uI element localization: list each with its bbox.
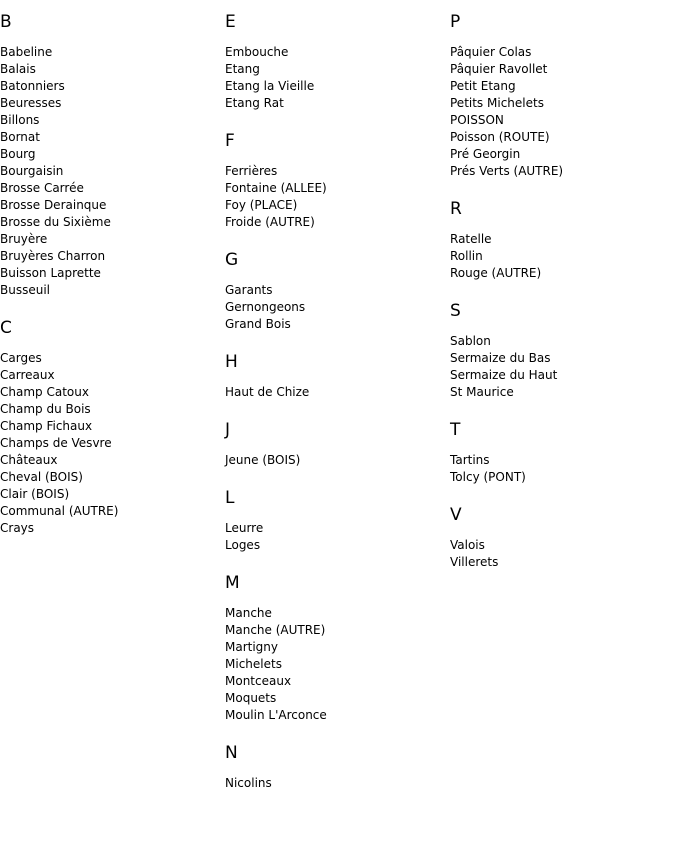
place-name: Champ du Bois [0, 402, 91, 416]
letter-heading: F [225, 131, 235, 151]
place-name: Châteaux [0, 453, 58, 467]
letter-heading: N [225, 743, 238, 763]
letter-heading: B [0, 12, 12, 32]
letter-heading: H [225, 352, 238, 372]
letter-group [225, 10, 445, 112]
letter-group [225, 486, 445, 554]
place-list [225, 282, 445, 333]
place-name: Bornat [0, 130, 40, 144]
letter-heading: C [0, 318, 12, 338]
letter-group [225, 129, 445, 231]
place-name: Embouche [225, 45, 289, 59]
letter-group [225, 741, 445, 792]
letter-group [225, 571, 445, 724]
place-list [225, 605, 445, 724]
place-list [450, 44, 670, 180]
index-column-3 [450, 10, 670, 588]
place-name: Petit Etang [450, 79, 516, 93]
place-name: Sermaize du Haut [450, 368, 558, 382]
place-list [450, 537, 670, 571]
place-name: Brosse Carrée [0, 181, 84, 195]
place-name: Montceaux [225, 674, 292, 688]
letter-heading: P [450, 12, 461, 32]
place-list [0, 44, 220, 299]
place-name: Sablon [450, 334, 491, 348]
place-name: Etang [225, 62, 260, 76]
place-name: Brosse du Sixième [0, 215, 111, 229]
place-name: Rouge (AUTRE) [450, 266, 542, 280]
place-name: Jeune (BOIS) [225, 453, 301, 467]
place-name: Rollin [450, 249, 483, 263]
place-name: Moulin L'Arconce [225, 708, 327, 722]
place-name: Froide (AUTRE) [225, 215, 315, 229]
index-column-1 [0, 10, 220, 554]
letter-group [450, 503, 670, 571]
place-list [225, 452, 445, 469]
place-list [225, 775, 445, 792]
letter-heading: R [450, 199, 462, 219]
letter-heading: T [450, 420, 461, 440]
place-name: Beuresses [0, 96, 62, 110]
place-name: Michelets [225, 657, 282, 671]
letter-heading: S [450, 301, 461, 321]
place-list [450, 452, 670, 486]
place-name: Manche (AUTRE) [225, 623, 326, 637]
place-list [225, 163, 445, 231]
letter-group [450, 197, 670, 282]
place-list [0, 350, 220, 537]
letter-group [225, 248, 445, 333]
place-name: Valois [450, 538, 485, 552]
place-name: Pâquier Ravollet [450, 62, 548, 76]
place-name: Carreaux [0, 368, 55, 382]
letter-heading: E [225, 12, 236, 32]
place-name: Balais [0, 62, 36, 76]
letter-group [225, 350, 445, 401]
place-name: Loges [225, 538, 261, 552]
place-name: Carges [0, 351, 42, 365]
place-name: Tolcy (PONT) [450, 470, 526, 484]
place-list [225, 44, 445, 112]
place-name: Gernongeons [225, 300, 306, 314]
place-name: Villerets [450, 555, 499, 569]
place-name: Bruyère [0, 232, 48, 246]
place-name: Nicolins [225, 776, 272, 790]
place-name: Billons [0, 113, 40, 127]
place-name: Crays [0, 521, 35, 535]
place-name: Sermaize du Bas [450, 351, 551, 365]
place-name: Cheval (BOIS) [0, 470, 83, 484]
place-name: Babeline [0, 45, 53, 59]
place-name: Petits Michelets [450, 96, 544, 110]
place-name: Clair (BOIS) [0, 487, 70, 501]
place-name: Brosse Derainque [0, 198, 107, 212]
place-name: Communal (AUTRE) [0, 504, 119, 518]
place-name: Bourg [0, 147, 36, 161]
place-name: Bourgaisin [0, 164, 64, 178]
place-name: Champ Catoux [0, 385, 89, 399]
alphabetical-index [0, 10, 675, 842]
letter-heading: L [225, 488, 235, 508]
place-name: Busseuil [0, 283, 50, 297]
place-list [450, 231, 670, 282]
letter-group [450, 418, 670, 486]
place-name: Buisson Laprette [0, 266, 101, 280]
letter-group [0, 10, 220, 299]
place-list [450, 333, 670, 401]
place-name: Martigny [225, 640, 279, 654]
place-name: Moquets [225, 691, 277, 705]
letter-group [225, 418, 445, 469]
place-name: Pré Georgin [450, 147, 521, 161]
place-name: Manche [225, 606, 272, 620]
place-name: Tartins [450, 453, 490, 467]
letter-group [450, 10, 670, 180]
place-name: Pâquier Colas [450, 45, 532, 59]
place-name: Etang Rat [225, 96, 284, 110]
place-name: Champ Fichaux [0, 419, 93, 433]
place-list [225, 384, 445, 401]
place-name: Ferrières [225, 164, 278, 178]
place-name: Garants [225, 283, 273, 297]
place-name: Poisson (ROUTE) [450, 130, 550, 144]
place-name: Champs de Vesvre [0, 436, 112, 450]
place-name: Leurre [225, 521, 264, 535]
place-name: Batonniers [0, 79, 65, 93]
place-name: Foy (PLACE) [225, 198, 298, 212]
letter-heading: J [225, 420, 231, 440]
place-name: Bruyères Charron [0, 249, 106, 263]
place-list [225, 520, 445, 554]
place-name: Prés Verts (AUTRE) [450, 164, 564, 178]
letter-heading: G [225, 250, 239, 270]
letter-heading: V [450, 505, 462, 525]
index-column-2 [225, 10, 445, 809]
place-name: Haut de Chize [225, 385, 310, 399]
letter-group [450, 299, 670, 401]
place-name: POISSON [450, 113, 504, 127]
letter-heading: M [225, 573, 240, 593]
letter-group [0, 316, 220, 537]
place-name: St Maurice [450, 385, 514, 399]
place-name: Fontaine (ALLEE) [225, 181, 327, 195]
place-name: Grand Bois [225, 317, 291, 331]
place-name: Etang la Vieille [225, 79, 315, 93]
place-name: Ratelle [450, 232, 492, 246]
